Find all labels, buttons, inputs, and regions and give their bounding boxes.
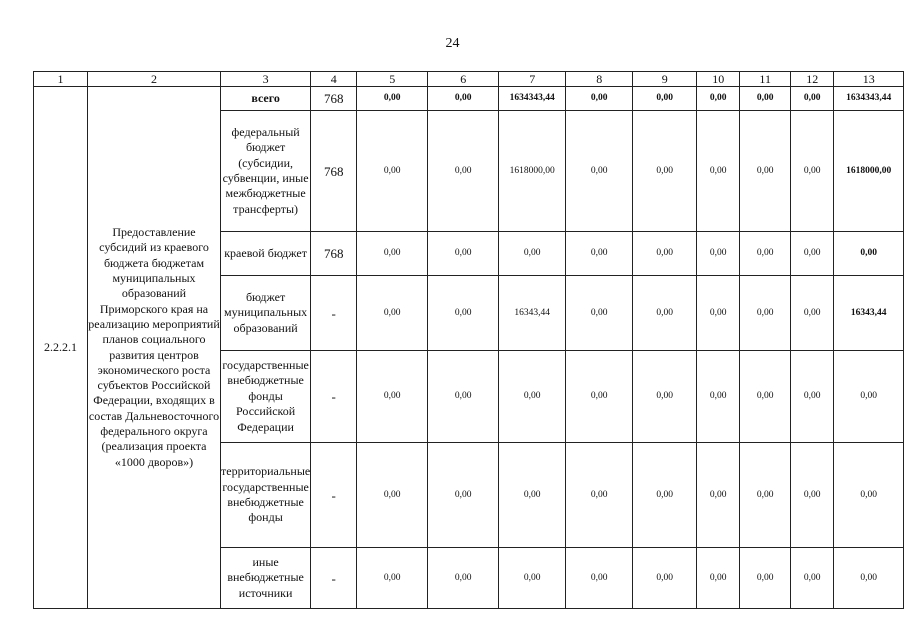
column-header: 8	[566, 72, 633, 87]
value-cell: 0,00	[357, 548, 428, 609]
value-cell: 0,00	[740, 87, 791, 111]
value-cell: 0,00	[697, 443, 740, 548]
value-cell: 0,00	[428, 87, 499, 111]
value-cell: 16343,44	[499, 276, 566, 351]
value-cell: 0,00	[697, 232, 740, 276]
value-cell: 0,00	[791, 232, 834, 276]
value-cell: 0,00	[834, 351, 904, 443]
value-cell: 0,00	[697, 87, 740, 111]
value-cell: 0,00	[633, 351, 697, 443]
value-cell: 0,00	[697, 276, 740, 351]
column-header: 9	[633, 72, 697, 87]
value-cell: 0,00	[428, 351, 499, 443]
header-row	[34, 72, 904, 87]
kbk-cell: 768	[311, 232, 357, 276]
source-cell: территориальные государственные внебюджетные фонды	[221, 443, 311, 548]
value-cell: 0,00	[499, 351, 566, 443]
column-header: 13	[834, 72, 904, 87]
value-cell: 1634343,44	[499, 87, 566, 111]
value-cell: 0,00	[740, 276, 791, 351]
value-cell: 0,00	[499, 548, 566, 609]
value-cell: 0,00	[428, 232, 499, 276]
source-cell: федеральный бюджет (субсидии, субвенции, иные межбюджетные трансферты)	[221, 111, 311, 232]
kbk-cell: 768	[311, 111, 357, 232]
value-cell: 0,00	[566, 111, 633, 232]
source-cell: иные внебюджетные источники	[221, 548, 311, 609]
value-cell: 0,00	[697, 111, 740, 232]
value-cell: 0,00	[697, 351, 740, 443]
source-cell: всего	[221, 87, 311, 111]
kbk-cell: -	[311, 351, 357, 443]
value-cell: 0,00	[357, 111, 428, 232]
value-cell: 0,00	[633, 548, 697, 609]
value-cell: 0,00	[791, 443, 834, 548]
item-description: Предоставление субсидий из краевого бюджета бюджетам муниципальных образований Приморского края на реализацию мероприятий планов социального развития центров экономического роста субъектов Российской Федерации, входящих в состав Дальневосточного федерального округа (реализация проекта «1000 дворов»)	[88, 87, 221, 609]
value-cell: 16343,44	[834, 276, 904, 351]
value-cell: 0,00	[791, 276, 834, 351]
value-cell: 0,00	[740, 351, 791, 443]
value-cell: 0,00	[428, 443, 499, 548]
value-cell: 0,00	[697, 548, 740, 609]
value-cell: 0,00	[834, 548, 904, 609]
value-cell: 0,00	[740, 548, 791, 609]
source-cell: краевой бюджет	[221, 232, 311, 276]
source-cell: государственные внебюджетные фонды Российской Федерации	[221, 351, 311, 443]
budget-table	[33, 71, 904, 609]
value-cell: 0,00	[740, 443, 791, 548]
value-cell: 0,00	[633, 87, 697, 111]
value-cell: 0,00	[357, 351, 428, 443]
value-cell: 0,00	[428, 548, 499, 609]
value-cell: 1618000,00	[499, 111, 566, 232]
value-cell: 0,00	[499, 232, 566, 276]
value-cell: 0,00	[791, 87, 834, 111]
value-cell: 0,00	[566, 443, 633, 548]
value-cell: 0,00	[566, 351, 633, 443]
value-cell: 0,00	[633, 276, 697, 351]
value-cell: 0,00	[566, 87, 633, 111]
value-cell: 0,00	[566, 232, 633, 276]
value-cell: 1634343,44	[834, 87, 904, 111]
column-header: 12	[791, 72, 834, 87]
kbk-cell: -	[311, 276, 357, 351]
value-cell: 0,00	[566, 276, 633, 351]
value-cell: 0,00	[791, 548, 834, 609]
column-header: 5	[357, 72, 428, 87]
source-cell: бюджет муниципальных образований	[221, 276, 311, 351]
value-cell: 0,00	[357, 87, 428, 111]
column-header: 7	[499, 72, 566, 87]
value-cell: 0,00	[633, 111, 697, 232]
column-header: 3	[221, 72, 311, 87]
kbk-cell: 768	[311, 87, 357, 111]
value-cell: 0,00	[740, 111, 791, 232]
value-cell: 0,00	[633, 232, 697, 276]
page-number: 24	[445, 36, 460, 51]
kbk-cell: -	[311, 548, 357, 609]
kbk-cell: -	[311, 443, 357, 548]
table-row	[34, 87, 904, 111]
value-cell: 1618000,00	[834, 111, 904, 232]
value-cell: 0,00	[428, 111, 499, 232]
value-cell: 0,00	[791, 351, 834, 443]
column-header: 2	[88, 72, 221, 87]
value-cell: 0,00	[499, 443, 566, 548]
value-cell: 0,00	[791, 111, 834, 232]
value-cell: 0,00	[633, 443, 697, 548]
value-cell: 0,00	[566, 548, 633, 609]
value-cell: 0,00	[357, 232, 428, 276]
value-cell: 0,00	[834, 443, 904, 548]
column-header: 4	[311, 72, 357, 87]
column-header: 10	[697, 72, 740, 87]
value-cell: 0,00	[834, 232, 904, 276]
value-cell: 0,00	[357, 443, 428, 548]
column-header: 6	[428, 72, 499, 87]
column-header: 1	[34, 72, 88, 87]
value-cell: 0,00	[357, 276, 428, 351]
value-cell: 0,00	[428, 276, 499, 351]
value-cell: 0,00	[740, 232, 791, 276]
item-code: 2.2.2.1	[34, 87, 88, 609]
column-header: 11	[740, 72, 791, 87]
